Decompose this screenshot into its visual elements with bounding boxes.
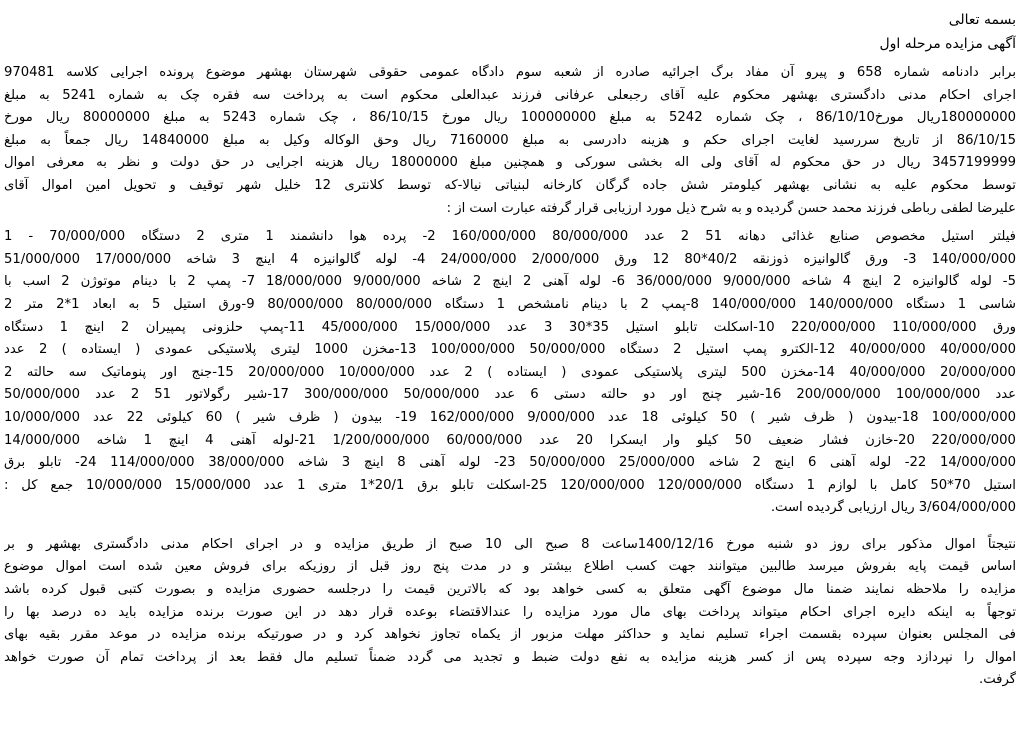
conclusion-line: اساس قیمت پایه بفروش میرسد طالبین میتوانند جهت کسب اطلاع بیشتر و در مدت پنج روز قبل از روزیکه برای فروش معین شده است اموال موضوع <box>4 559 1016 575</box>
item-line: 40/000/000 40/000/000 12-الکترو پمپ استیل 2 دستگاه 50/000/000 100/000/000 13-مخزن 1000 لیتری پلاستیکی عمودی ( ایستاده ) 2 عدد <box>4 342 1016 358</box>
item-line: فیلتر استیل مخصوص صنایع غذائی دهانه 51 2 عدد 80/000/000 160/000/000 2- پرده هوا دانشمند 1 متری 2 دستگاه 70/000/000 - 1 <box>4 229 1016 245</box>
intro-line: علیرضا لطفی رباطی فرزند محمد حسن گردیده و به شرح ذیل مورد ارزیابی قرار گرفته عبارت است از : <box>446 200 1016 216</box>
items-paragraph <box>4 226 1016 520</box>
conclusion-line: فی المجلس بعنوان سپرده بقسمت اجراء تسلیم نماید و حداکثر مهلت مزبور از یکماه تجاوز نخواهد کرد و در صورتیکه برنده مزایده در موعد مقرر بقیه بهای <box>4 627 1016 643</box>
item-line: عدد 100/000/000 200/000/000 16-شیر چنج اور دو حالته دستی 6 عدد 50/000/000 300/000/000 17-شیر رگولاتور 51 2 عدد 50/000/000 <box>4 387 1016 403</box>
conclusion-line: گرفت. <box>979 672 1016 688</box>
item-line: 220/000/000 20-خازن فشار ضعیف 50 کیلو وار ایسکرا 20 عدد 60/000/000 1/200/000/000 21-لوله آهنی 4 اینچ 1 شاخه 14/000/000 <box>4 432 1016 448</box>
auction-notice-document <box>4 6 1016 731</box>
conclusion-line: اموال را نپردازد وجه سپرده پس از کسر هزینه مزایده به نفع دولت ضبط و تجدید می گردد ضمناً تسلیم مال فقط بعد از پرداخت تمام آن صورت خواهد <box>4 649 1016 665</box>
item-line: 100/000/000 18-بیدون ( ظرف شیر ) 50 کیلوئی 18 عدد 9/000/000 162/000/000 19- بیدون ( ظرف شیر ) 60 کیلوئی 22 عدد 10/000/000 <box>4 409 1016 425</box>
item-line: استیل 70*50 کامل با لوازم 1 دستگاه 120/000/000 120/000/000 25-اسکلت تابلو برق 20/1*1 متری 1 عدد 15/000/000 10/000/000 جمع کل : <box>4 477 1016 493</box>
item-line: 3/604/000/000 ریال ارزیابی گردیده است. <box>770 500 1016 516</box>
conclusion-line: نتیجتاً اموال مذکور برای روز دو شنبه مورخ 1400/12/16ساعت 8 صبح الی 10 صبح از طریق مزایده و در اجرای احکام مدنی دادگستری بهشهر و بر <box>4 536 1016 552</box>
item-line: 5- لوله گالوانیزه 2 اینچ 4 شاخه 9/000/000 36/000/000 6- لوله آهنی 2 اینچ 2 شاخه 9/000/000 18/000/000 7- پمپ 2 با دینام موتوژن 2 اسب با <box>4 274 1016 290</box>
notice-title: آگهی مزایده مرحله اول <box>879 36 1016 52</box>
conclusion-line: توجهاً به اینکه دایره اجرای احکام میتواند پرداخت بهای مال مورد مزایده را عندالاقتضاء بوعده قرار دهد در این صورت برنده مزایده باید ده درصد بها را <box>4 604 1016 620</box>
conclusion-line: مزایده را ملاحظه نمایند ضمنا مال موضوع آگهی متعلق به کسی خواهد بود که بالاترین قیمت را درجلسه حضوری مزایده و بصورت کتبی قبول کرده باشد <box>4 582 1016 598</box>
item-line: ورق 110/000/000 220/000/000 10-اسکلت تابلو استیل 35*30 3 عدد 15/000/000 45/000/000 11-پمپ حلزونی پمپیران 2 اینچ 1 دستگاه <box>4 319 1016 335</box>
spacer <box>4 520 1016 534</box>
intro-line: 86/10/15 از تاریخ سررسید لغایت اجرای حکم و هزینه دادرسی به مبلغ 7160000 ریال وحق الوکاله وکیل به مبلغ 14840000 ریال جمعاً به مبلغ <box>4 132 1016 148</box>
intro-paragraph <box>4 62 1016 220</box>
intro-line: توسط محکوم علیه به نشانی بهشهر کیلومتر شش جاده گرگان کارخانه لبنیاتی نیالا-که توسط کلانتری 12 خلیل شهر توقیف و تحویل امین اموال آقای <box>4 177 1016 193</box>
item-line: شاسی 1 دستگاه 140/000/000 140/000/000 8-پمپ 2 با دینام نامشخص 1 دستگاه 80/000/000 80/000/000 9-ورق استیل 5 به ابعاد 1*2 متر 2 <box>4 296 1016 312</box>
item-line: 14/000/000 22- لوله آهنی 6 اینچ 2 شاخه 25/000/000 50/000/000 23- لوله آهنی 8 اینچ 3 شاخه 38/000/000 114/000/000 24- تابلو برق <box>4 455 1016 471</box>
item-line: 140/000/000 3- ورق گالوانیزه ذوزنقه 40/2*80 12 ورق 2/000/000 24/000/000 4- لوله گالوانیزه 4 اینچ 3 شاخه 17/000/000 51/000/000 <box>4 251 1016 267</box>
intro-line: اجرای احکام مدنی دادگستری بهشهر محکوم علیه آقای رجبعلی عرفانی فرزند عبدالعلی محکوم است به پرداخت سه فقره چک به شماره 5241 به مبلغ <box>4 87 1016 103</box>
intro-line: برابر دادنامه شماره 658 و پیرو آن مفاد برگ اجرائیه صادره از شعبه سوم دادگاه عمومی حقوقی شهرستان بهشهر موضوع پرونده اجرایی کلاسه 970481 <box>4 65 1016 80</box>
conclusion-paragraph <box>4 534 1016 692</box>
item-line: 20/000/000 40/000/000 14-مخزن 500 لیتری پلاستیکی عمودی ( ایستاده ) 2 عدد 10/000/000 20/000/000 15-جنج اور پنوماتیک سه حالته 2 <box>4 364 1016 380</box>
invocation-heading: بسمه تعالی <box>948 12 1016 28</box>
intro-line: 180000000ریال مورخ86/10/10 ، چک شماره 5242 به مبلغ 100000000 ریال مورخ 86/10/15 ، چک شماره 5243 به مبلغ 80000000 ریال مورخ <box>4 110 1016 126</box>
intro-line: 3457199999 ریال در حق محکوم له آقای ولی اله بخشی سورکی و همچنین مبلغ 18000000 ریال هزینه اجرایی در حق دولت و نظر به معرفی اموال <box>4 155 1016 171</box>
